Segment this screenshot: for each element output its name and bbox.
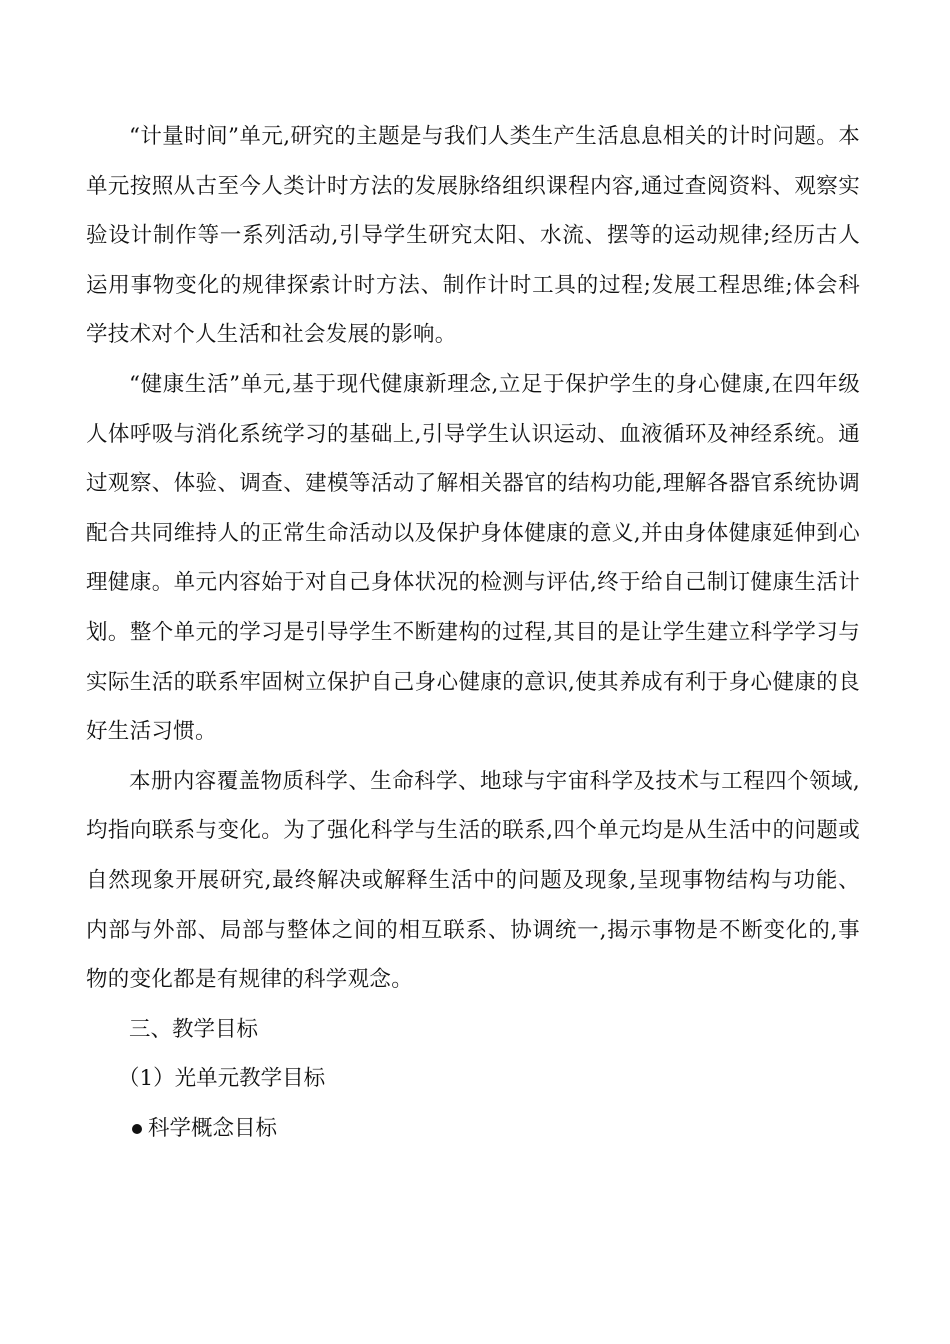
bullet-icon <box>132 1124 142 1134</box>
bullet-heading-text: 科学概念目标 <box>148 1115 278 1141</box>
document-page <box>86 112 860 1153</box>
paragraph-time-unit: “计量时间”单元,研究的主题是与我们人类生产生活息息相关的计时问题。本单元按照从古至今人类计时方法的发展脉络组织课程内容,通过查阅资料、观察实验设计制作等一系列活动,引导学生研究太阳、水流、摆等的运动规律;经历古人运用事物变化的规律探索计时方法、制作计时工具的过程;发展工程思维;体会科学技术对个人生活和社会发展的影响。 <box>86 124 860 348</box>
section-heading-teaching-goals: 三、教学目标 <box>129 1016 259 1042</box>
bullet-heading-concept-goals <box>86 1104 860 1154</box>
subsection-heading-light-unit: （1）光单元教学目标 <box>118 1066 326 1092</box>
paragraph-health-unit: “健康生活”单元,基于现代健康新理念,立足于保护学生的身心健康,在四年级人体呼吸与消化系统学习的基础上,引导学生认识运动、血液循环及神经系统。通过观察、体验、调查、建模等活动了解相关器官的结构功能,理解各器官系统协调配合共同维持人的正常生命活动以及保护身体健康的意义,并由身体健康延伸到心理健康。单元内容始于对自己身体状况的检测与评估,终于给自己制订健康生活计划。整个单元的学习是引导学生不断建构的过程,其目的是让学生建立科学学习与实际生活的联系牢固树立保护自己身心健康的意识,使其养成有利于身心健康的良好生活习惯。 <box>86 371 860 745</box>
paragraph-book-overview: 本册内容覆盖物质科学、生命科学、地球与宇宙科学及技术与工程四个领域,均指向联系与变化。为了强化科学与生活的联系,四个单元均是从生活中的问题或自然现象开展研究,最终解决或解释生活中的问题及现象,呈现事物结构与功能、内部与外部、局部与整体之间的相互联系、协调统一,揭示事物是不断变化的,事物的变化都是有规律的科学观念。 <box>86 768 860 993</box>
